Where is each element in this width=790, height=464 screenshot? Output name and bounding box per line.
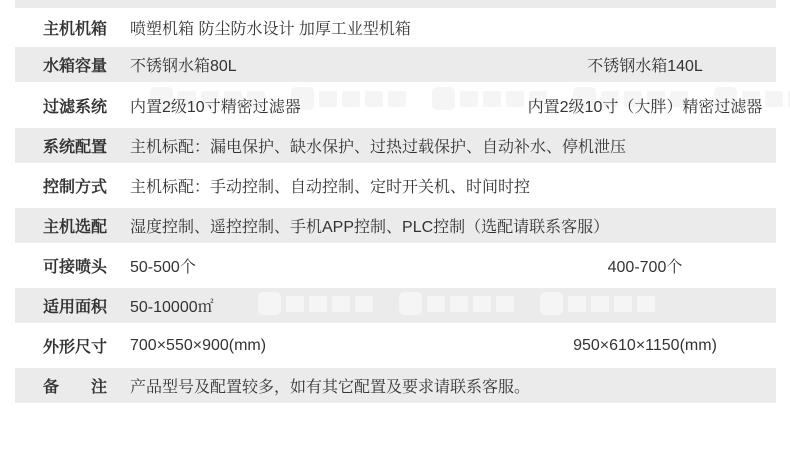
- row-label: 系统配置: [43, 139, 108, 156]
- table-row: [15, 82, 776, 128]
- row-label: 过滤系统: [43, 98, 108, 116]
- row-value: 内置2级10寸精密过滤器: [130, 98, 301, 116]
- table-row: [15, 368, 776, 403]
- row-value: 不锈钢水箱80L: [130, 58, 237, 75]
- row-label: 可接喷头: [43, 259, 108, 276]
- table-row: [15, 323, 776, 368]
- row-value: 主机标配：手动控制、自动控制、定时开关机、时间时控: [130, 179, 531, 196]
- row-label: 主机机箱: [43, 21, 108, 38]
- row-value-right: 950×610×1150(mm): [573, 336, 717, 354]
- row-value-right: 不锈钢水箱140L: [587, 58, 703, 75]
- row-value: 50-500个: [130, 259, 196, 276]
- row-label: 外形尺寸: [43, 339, 108, 356]
- table-row: [15, 243, 776, 288]
- row-value: 喷塑机箱 防尘防水设计 加厚工业型机箱: [130, 21, 411, 38]
- row-label: 适用面积: [43, 299, 108, 316]
- row-value-right: 内置2级10寸（大胖）精密过滤器: [527, 98, 763, 116]
- row-label: 控制方式: [43, 179, 108, 196]
- table-row: [15, 208, 776, 243]
- table-row: [15, 163, 776, 208]
- row-label: 备 注: [43, 379, 107, 396]
- row-value: 700×550×900(mm): [130, 336, 267, 354]
- previous-row-edge: [15, 0, 776, 8]
- table-row: [15, 128, 776, 163]
- row-value: 湿度控制、遥控控制、手机APP控制、PLC控制（选配请联系客服）: [130, 219, 610, 236]
- table-row: [15, 47, 776, 82]
- row-label: 主机选配: [43, 219, 108, 236]
- row-value-right: 400-700个: [607, 259, 683, 276]
- row-value: 主机标配：漏电保护、缺水保护、过热过载保护、自动补水、停机泄压: [130, 139, 627, 156]
- table-row: [15, 8, 776, 47]
- row-value: 产品型号及配置较多，如有其它配置及要求请联系客服。: [130, 379, 531, 396]
- row-value: 50-10000㎡: [130, 299, 214, 316]
- row-label: 水箱容量: [43, 58, 108, 75]
- table-row: [15, 288, 776, 323]
